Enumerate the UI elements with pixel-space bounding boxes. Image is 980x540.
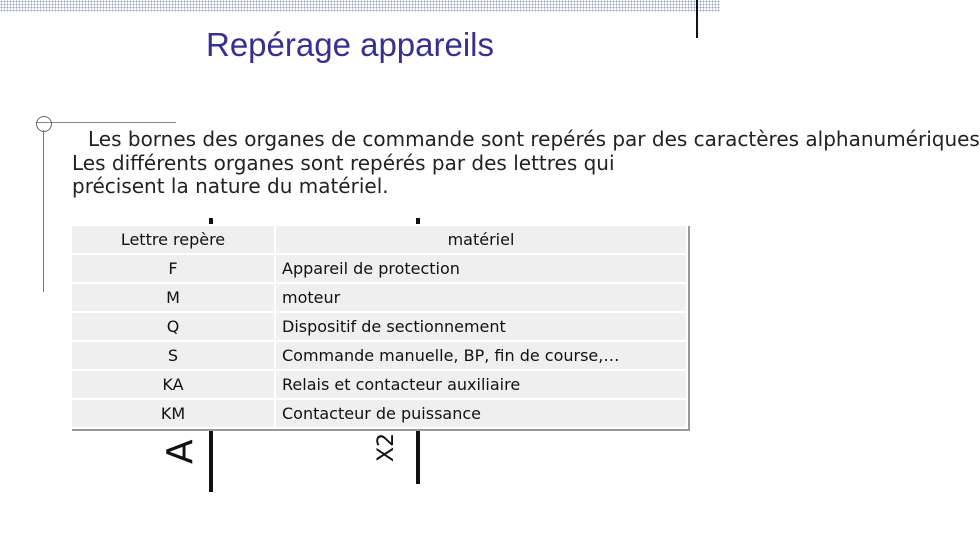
- cell-material: Commande manuelle, BP, fin de course,…: [275, 341, 687, 370]
- cell-letter: Q: [71, 312, 275, 341]
- table-row: [71, 341, 687, 370]
- circle-marker: [36, 116, 52, 132]
- cell-material: Relais et contacteur auxiliaire: [275, 370, 687, 399]
- table-row: [71, 370, 687, 399]
- guide-vertical-line: [43, 130, 44, 292]
- header-lettre: Lettre repère: [71, 225, 275, 254]
- header-materiel: matériel: [275, 225, 687, 254]
- dotted-header-band: [0, 0, 720, 12]
- cell-material: moteur: [275, 283, 687, 312]
- table-header-row: [71, 225, 687, 254]
- terminal-label-a: A: [160, 439, 201, 464]
- cell-letter: F: [71, 254, 275, 283]
- table-row: [71, 399, 687, 428]
- cell-letter: S: [71, 341, 275, 370]
- terminal-label-x2: X2: [374, 432, 399, 462]
- cell-letter: KM: [71, 399, 275, 428]
- cell-material: Contacteur de puissance: [275, 399, 687, 428]
- slide-title: Repérage appareils: [205, 26, 495, 63]
- cell-letter: KA: [71, 370, 275, 399]
- table-row: [71, 254, 687, 283]
- reperage-table: [70, 224, 688, 429]
- text-organes: Les différents organes sont repérés par des lettres qui précisent la nature du matériel.: [72, 151, 615, 198]
- cell-letter: M: [71, 283, 275, 312]
- table-row: [71, 283, 687, 312]
- guide-line: [36, 122, 176, 123]
- text-bornes: Les bornes des organes de commande sont repérés par des caractères alphanumériques: [88, 127, 980, 151]
- cell-material: Dispositif de sectionnement: [275, 312, 687, 341]
- table-row: [71, 312, 687, 341]
- cell-material: Appareil de protection: [275, 254, 687, 283]
